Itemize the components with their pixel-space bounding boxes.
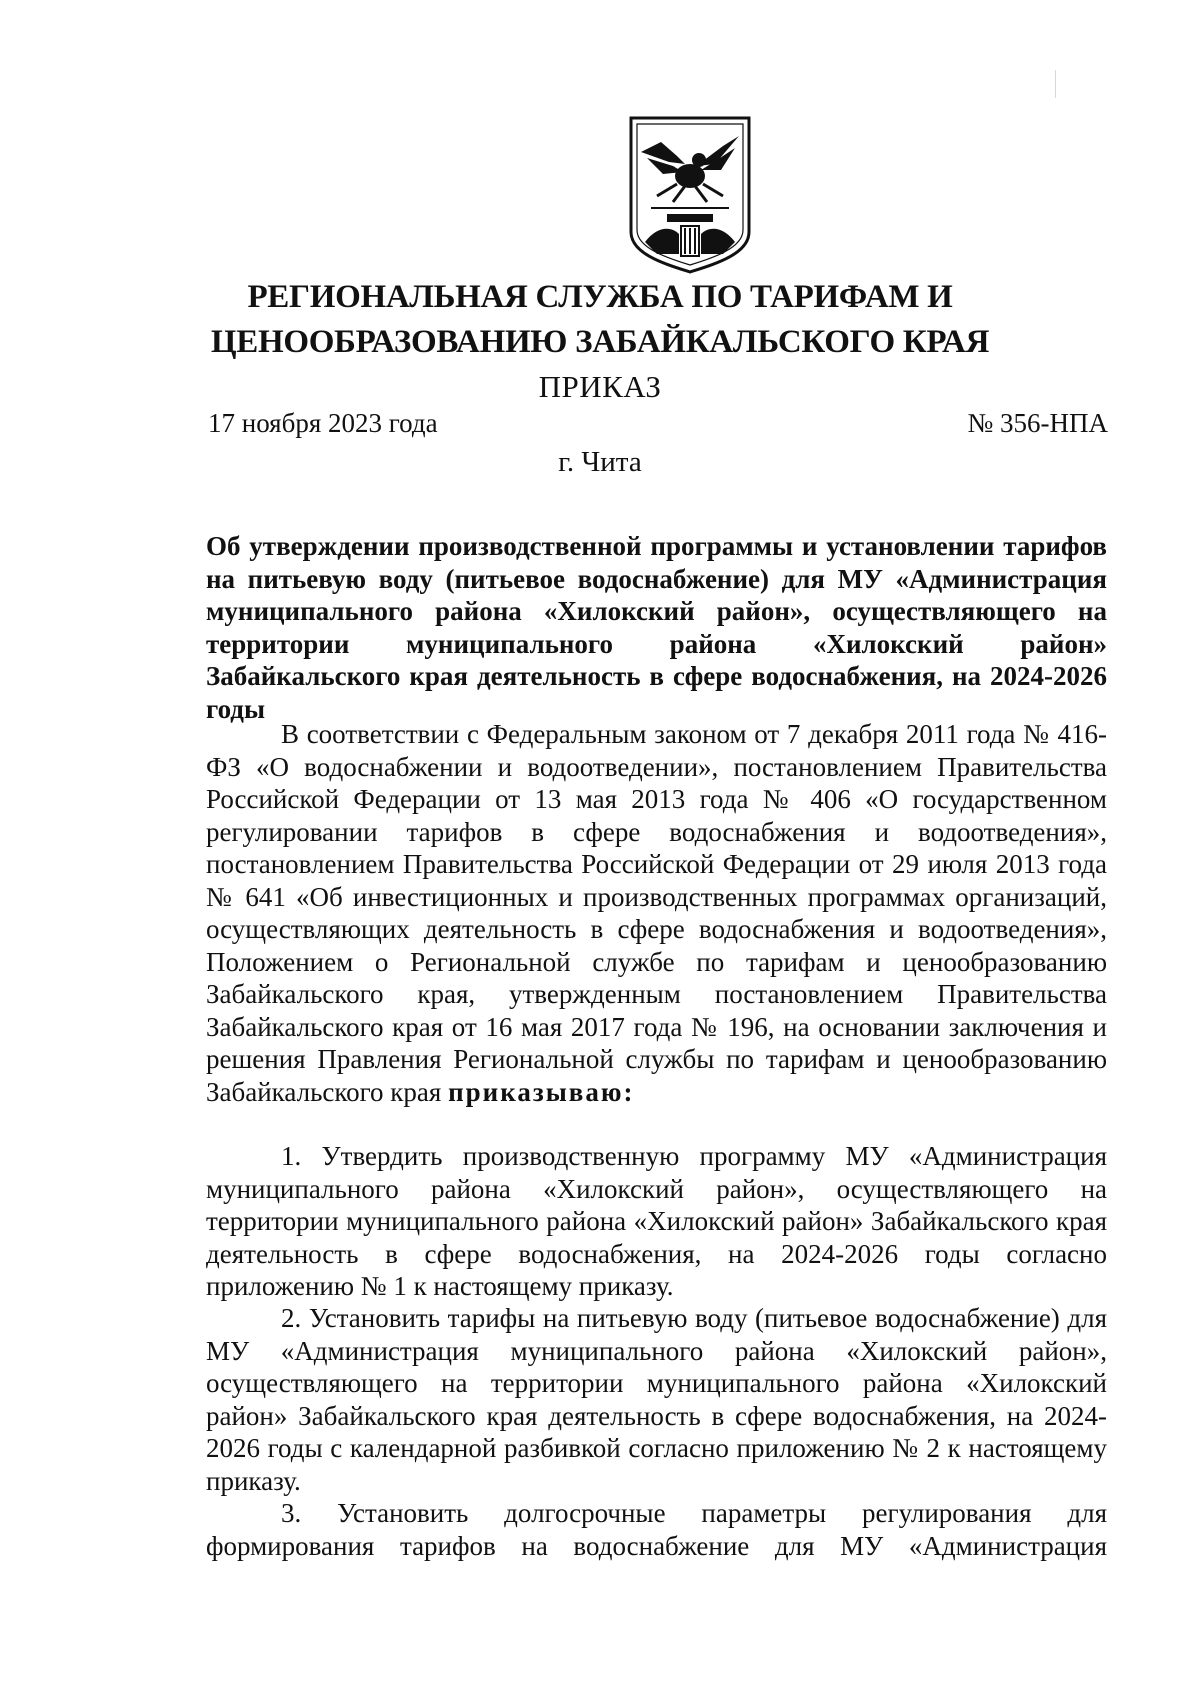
scan-mark <box>1055 70 1056 98</box>
document-title: Об утверждении производственной программы и установлении тарифов на питьевую воду (питьевое водоснабжение) для МУ «Администрация муниципального района «Хилокский район», осуществляющего на территории муниципального района «Хилокский район» Забайкальского края деятельность в сфере водоснабжения, на 2024-2026 годы <box>206 531 1107 724</box>
item-1: 1. Утвердить производственную программу МУ «Администрация муниципального района «Хилокский район», осуществляющего на территории муниципального района «Хилокский район» Забайкальского края деятельность в сфере водоснабжения, на 2024-2026 годы согласно приложению № 1 к настоящему приказу. <box>206 1141 1107 1301</box>
order-word: приказываю: <box>448 1076 635 1107</box>
preamble-text: В соответствии с Федеральным законом от 7 декабря 2011 года № 416-ФЗ «О водоснабжении и водоотведении», постановлением Правительства Российской Федерации от 13 мая 2013 года № 406 «О государственном регулировании тарифов в сфере водоснабжения и водоотведения», постановлением Правительства Российской Федерации от 29 июля 2013 года № 641 «Об инвестиционных и производственных программах организаций, осуществляющих деятельность в сфере водоснабжения и водоотведения», Положением о Региональной службе по тарифам и ценообразованию Забайкальского края, утвержденным постановлением Правительства Забайкальского края от 16 мая 2017 года № 196, на основании заключения и решения Правления Региональной службы по тарифам и ценообразованию Забайкальского края <box>206 719 1107 1107</box>
document-date: 17 ноября 2023 года <box>208 408 438 438</box>
item-2: 2. Установить тарифы на питьевую воду (питьевое водоснабжение) для МУ «Администрация муниципального района «Хилокский район», осуществляющего на территории муниципального района «Хилокский район» Забайкальского края деятельность в сфере водоснабжения, на 2024-2026 годы с календарной разбивкой согласно приложению № 2 к настоящему приказу. <box>206 1303 1107 1496</box>
item-3: 3. Установить долгосрочные параметры регулирования для формирования тарифов на водоснабжение для МУ «Администрация <box>206 1498 1107 1561</box>
preamble-paragraph <box>206 718 1107 1108</box>
document-number: № 356-НПА <box>967 408 1108 438</box>
organization-name-line-2: ЦЕНООБРАЗОВАНИЮ ЗАБАЙКАЛЬСКОГО КРАЯ <box>210 324 990 360</box>
document-type: ПРИКАЗ <box>538 369 662 404</box>
organization-name <box>0 275 1200 365</box>
organization-name-line-1: РЕГИОНАЛЬНАЯ СЛУЖБА ПО ТАРИФАМ И <box>247 279 953 315</box>
document-city: г. Чита <box>558 446 642 478</box>
coat-of-arms-icon <box>627 114 753 276</box>
